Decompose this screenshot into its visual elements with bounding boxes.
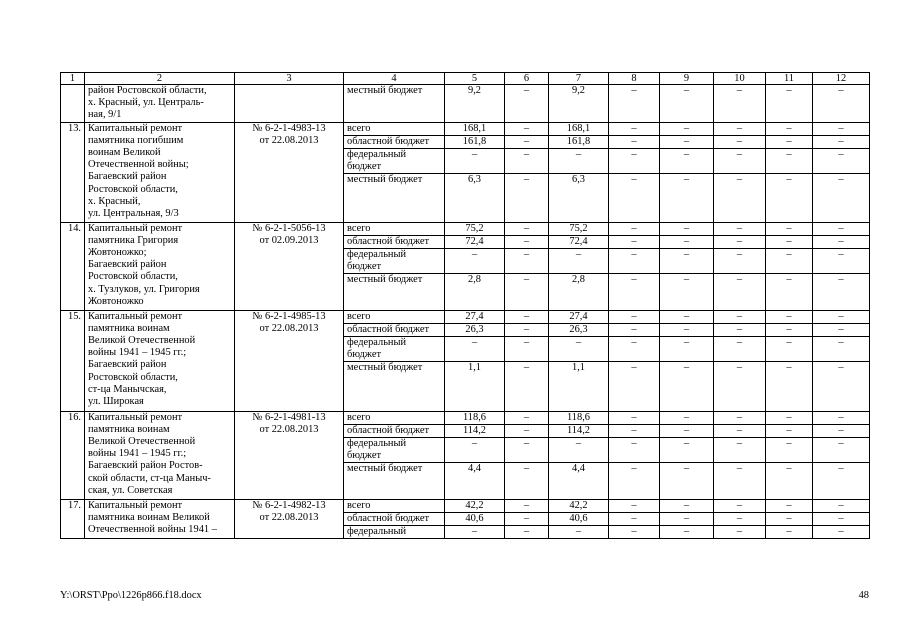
amount-cell: – xyxy=(813,525,870,538)
footer-file-path: Y:\ORST\Ppo\1226p866.f18.docx xyxy=(60,590,202,601)
amount-cell: 9,2 xyxy=(549,85,609,123)
amount-cell: – xyxy=(505,273,549,310)
amount-cell: – xyxy=(549,148,609,173)
amount-cell: – xyxy=(609,148,660,173)
amount-cell: – xyxy=(714,424,766,437)
funding-source-line: местный бюджет xyxy=(347,85,423,96)
amount-cell: – xyxy=(660,361,714,411)
header-cell: 7 xyxy=(549,73,609,85)
object-name-line: Отечественной войны; xyxy=(88,159,189,171)
document-line: от 22.08.2013 xyxy=(259,423,319,435)
document-number xyxy=(235,310,344,411)
funding-source xyxy=(344,135,445,148)
header-cell: 11 xyxy=(766,73,813,85)
amount-cell: – xyxy=(505,462,549,499)
object-name-line: Капитальный ремонт xyxy=(88,411,183,423)
amount-cell: 161,8 xyxy=(549,135,609,148)
amount-cell: 118,6 xyxy=(445,411,505,424)
funding-source-line: всего xyxy=(347,310,371,322)
object-name-line: памятника Григория xyxy=(88,234,179,246)
amount-cell: – xyxy=(660,222,714,235)
amount-cell: – xyxy=(813,361,870,411)
amount-cell: – xyxy=(813,323,870,336)
amount-cell: – xyxy=(813,462,870,499)
amount-cell: – xyxy=(660,462,714,499)
amount-cell: – xyxy=(813,235,870,248)
object-name-line: Багаевский район xyxy=(88,171,167,183)
item-number: 16. xyxy=(61,411,85,499)
amount-cell: 9,2 xyxy=(445,85,505,123)
amount-cell: – xyxy=(660,424,714,437)
funding-source xyxy=(344,361,445,411)
object-name-line: х. Красный, ул. Централь- xyxy=(88,97,204,109)
amount-cell: – xyxy=(714,336,766,361)
budget-table xyxy=(60,72,870,539)
item-number: 13. xyxy=(61,122,85,222)
amount-cell: – xyxy=(660,499,714,512)
funding-source-line: областной бюджет xyxy=(347,135,430,147)
funding-source xyxy=(344,512,445,525)
object-name-line: Багаевский район Ростов- xyxy=(88,460,203,472)
amount-cell: 42,2 xyxy=(549,499,609,512)
amount-cell: – xyxy=(609,512,660,525)
amount-cell: – xyxy=(609,411,660,424)
amount-cell: – xyxy=(813,273,870,310)
amount-cell: – xyxy=(766,85,813,123)
document-line: от 22.08.2013 xyxy=(259,511,319,523)
object-name-line: ст-ца Манычская, xyxy=(88,383,167,395)
funding-source-line: федеральный xyxy=(347,336,407,348)
document-line: № 6-2-1-4982-13 xyxy=(252,499,326,511)
header-cell: 4 xyxy=(344,73,445,85)
amount-cell: – xyxy=(660,310,714,323)
amount-cell: – xyxy=(714,273,766,310)
document-line: № 6-2-1-4981-13 xyxy=(252,411,326,423)
object-name-line: Ростовской области, xyxy=(88,183,178,195)
amount-cell: – xyxy=(505,85,549,123)
amount-cell: – xyxy=(813,122,870,135)
amount-cell: – xyxy=(766,310,813,323)
amount-cell: – xyxy=(609,273,660,310)
amount-cell: – xyxy=(714,222,766,235)
funding-source-line: областной бюджет xyxy=(347,512,430,524)
amount-cell: – xyxy=(766,499,813,512)
funding-source-line: бюджет xyxy=(347,348,382,360)
object-name-line: войны 1941 – 1945 гг.; xyxy=(88,347,187,359)
object-name-line: х. Тузлуков, ул. Григория xyxy=(88,283,200,295)
table-body xyxy=(61,73,870,539)
amount-cell: – xyxy=(660,148,714,173)
object-name-line: ской области, ст-ца Маныч- xyxy=(88,472,211,484)
object-name-line: памятника воинам Великой xyxy=(88,511,210,523)
amount-cell: – xyxy=(766,361,813,411)
object-name-line: ул. Центральная, 9/3 xyxy=(88,208,179,220)
amount-cell: 42,2 xyxy=(445,499,505,512)
amount-cell: – xyxy=(609,222,660,235)
amount-cell: – xyxy=(714,499,766,512)
amount-cell: – xyxy=(445,525,505,538)
object-name-line: воинам Великой xyxy=(88,147,161,159)
header-cell: 8 xyxy=(609,73,660,85)
amount-cell: – xyxy=(714,235,766,248)
document-number xyxy=(235,499,344,538)
amount-cell: – xyxy=(813,424,870,437)
funding-source xyxy=(344,173,445,222)
amount-cell: – xyxy=(766,336,813,361)
amount-cell: – xyxy=(445,336,505,361)
item-number: 17. xyxy=(61,499,85,538)
funding-source xyxy=(344,235,445,248)
amount-cell: – xyxy=(714,248,766,273)
amount-cell: – xyxy=(813,148,870,173)
amount-cell: 161,8 xyxy=(445,135,505,148)
amount-cell: – xyxy=(505,122,549,135)
funding-source xyxy=(344,122,445,135)
amount-cell: – xyxy=(609,235,660,248)
amount-cell: – xyxy=(766,135,813,148)
amount-cell: 114,2 xyxy=(549,424,609,437)
amount-cell: – xyxy=(714,361,766,411)
amount-cell: – xyxy=(505,361,549,411)
table-row xyxy=(61,122,870,135)
funding-source xyxy=(344,222,445,235)
item-number: 14. xyxy=(61,222,85,310)
amount-cell: 4,4 xyxy=(549,462,609,499)
object-name-line: Капитальный ремонт xyxy=(88,222,183,234)
object-name-line: Отечественной войны 1941 – xyxy=(88,524,217,536)
funding-source xyxy=(344,411,445,424)
amount-cell: – xyxy=(714,122,766,135)
footer-page-number: 48 xyxy=(858,590,869,601)
document-line: № 6-2-1-4983-13 xyxy=(252,122,326,134)
funding-source-line: всего xyxy=(347,122,371,134)
amount-cell: 40,6 xyxy=(549,512,609,525)
amount-cell: – xyxy=(660,173,714,222)
amount-cell: – xyxy=(813,310,870,323)
amount-cell: – xyxy=(660,512,714,525)
funding-source xyxy=(344,525,445,538)
amount-cell: – xyxy=(505,512,549,525)
object-name-line: Жовтоножко xyxy=(88,295,144,307)
header-cell: 12 xyxy=(813,73,870,85)
amount-cell: – xyxy=(609,424,660,437)
document-line: № 6-2-1-5056-13 xyxy=(252,222,326,234)
header-cell: 10 xyxy=(714,73,766,85)
object-name-line: Жовтоножко; xyxy=(88,247,147,259)
amount-cell: – xyxy=(714,148,766,173)
header-cell: 5 xyxy=(445,73,505,85)
amount-cell: 2,8 xyxy=(549,273,609,310)
header-cell: 2 xyxy=(85,73,235,85)
object-name xyxy=(85,310,235,411)
amount-cell: – xyxy=(549,248,609,273)
amount-cell: – xyxy=(813,512,870,525)
amount-cell: – xyxy=(505,499,549,512)
document-number xyxy=(235,222,344,310)
object-name-line: ская, ул. Советская xyxy=(88,484,173,496)
object-name xyxy=(85,85,235,123)
amount-cell: – xyxy=(660,437,714,462)
object-name-line: памятника погибшим xyxy=(88,134,184,146)
amount-cell: 168,1 xyxy=(549,122,609,135)
amount-cell: – xyxy=(505,235,549,248)
header-cell: 6 xyxy=(505,73,549,85)
document-line: от 02.09.2013 xyxy=(259,234,319,246)
amount-cell: – xyxy=(813,135,870,148)
amount-cell: – xyxy=(813,173,870,222)
amount-cell: – xyxy=(813,248,870,273)
amount-cell: – xyxy=(609,310,660,323)
object-name-line: район Ростовской области, xyxy=(88,85,207,96)
amount-cell: 1,1 xyxy=(549,361,609,411)
object-name-line: Ростовской области, xyxy=(88,371,178,383)
funding-source xyxy=(344,336,445,361)
object-name-line: Багаевский район xyxy=(88,259,167,271)
object-name-line: ная, 9/1 xyxy=(88,109,122,121)
funding-source xyxy=(344,248,445,273)
amount-cell: – xyxy=(766,235,813,248)
amount-cell: – xyxy=(766,525,813,538)
amount-cell: – xyxy=(609,525,660,538)
amount-cell: 40,6 xyxy=(445,512,505,525)
amount-cell: – xyxy=(813,222,870,235)
amount-cell: – xyxy=(609,173,660,222)
amount-cell: – xyxy=(505,173,549,222)
funding-source-line: областной бюджет xyxy=(347,323,430,335)
amount-cell: 75,2 xyxy=(445,222,505,235)
amount-cell: – xyxy=(505,336,549,361)
amount-cell: 27,4 xyxy=(549,310,609,323)
funding-source xyxy=(344,85,445,123)
amount-cell: – xyxy=(714,411,766,424)
amount-cell: – xyxy=(660,323,714,336)
amount-cell: – xyxy=(609,462,660,499)
amount-cell: – xyxy=(766,148,813,173)
amount-cell: – xyxy=(505,148,549,173)
funding-source-line: федеральный xyxy=(347,437,407,449)
funding-source xyxy=(344,310,445,323)
header-cell: 9 xyxy=(660,73,714,85)
funding-source-line: бюджет xyxy=(347,260,382,272)
amount-cell: – xyxy=(714,512,766,525)
amount-cell: – xyxy=(813,411,870,424)
amount-cell: – xyxy=(609,437,660,462)
amount-cell: – xyxy=(813,336,870,361)
funding-source xyxy=(344,273,445,310)
amount-cell: – xyxy=(766,173,813,222)
amount-cell: – xyxy=(505,248,549,273)
amount-cell: – xyxy=(660,248,714,273)
amount-cell: – xyxy=(766,512,813,525)
amount-cell: – xyxy=(660,525,714,538)
object-name-line: Ростовской области, xyxy=(88,271,178,283)
funding-source-line: федеральный xyxy=(347,148,407,160)
header-cell: 3 xyxy=(235,73,344,85)
amount-cell: – xyxy=(766,411,813,424)
object-name xyxy=(85,222,235,310)
table-row xyxy=(61,411,870,424)
amount-cell: – xyxy=(660,235,714,248)
object-name-line: Великой Отечественной xyxy=(88,436,196,448)
amount-cell: – xyxy=(445,148,505,173)
amount-cell: – xyxy=(714,173,766,222)
amount-cell: – xyxy=(714,437,766,462)
funding-source-line: областной бюджет xyxy=(347,235,430,247)
funding-source xyxy=(344,424,445,437)
document-number xyxy=(235,85,344,123)
amount-cell: 6,3 xyxy=(445,173,505,222)
amount-cell: – xyxy=(813,85,870,123)
amount-cell: – xyxy=(505,323,549,336)
amount-cell: – xyxy=(766,248,813,273)
amount-cell: – xyxy=(505,411,549,424)
amount-cell: 6,3 xyxy=(549,173,609,222)
amount-cell: 168,1 xyxy=(445,122,505,135)
funding-source-line: местный бюджет xyxy=(347,273,423,285)
amount-cell: – xyxy=(766,437,813,462)
amount-cell: 4,4 xyxy=(445,462,505,499)
amount-cell: – xyxy=(609,361,660,411)
funding-source-line: федеральный xyxy=(347,248,407,260)
funding-source-line: всего xyxy=(347,222,371,234)
amount-cell: – xyxy=(766,222,813,235)
amount-cell: – xyxy=(609,248,660,273)
amount-cell: 72,4 xyxy=(549,235,609,248)
amount-cell: – xyxy=(714,323,766,336)
funding-source-line: местный бюджет xyxy=(347,361,423,373)
object-name-line: Багаевский район xyxy=(88,359,167,371)
amount-cell: – xyxy=(714,135,766,148)
amount-cell: – xyxy=(766,424,813,437)
item-number xyxy=(61,85,85,123)
object-name-line: Капитальный ремонт xyxy=(88,310,183,322)
funding-source xyxy=(344,437,445,462)
amount-cell: – xyxy=(505,437,549,462)
funding-source xyxy=(344,148,445,173)
amount-cell: – xyxy=(505,222,549,235)
amount-cell: 72,4 xyxy=(445,235,505,248)
funding-source-line: бюджет xyxy=(347,160,382,172)
amount-cell: – xyxy=(660,135,714,148)
object-name-line: памятника воинам xyxy=(88,322,170,334)
document-line: № 6-2-1-4985-13 xyxy=(252,310,326,322)
funding-source-line: всего xyxy=(347,411,371,423)
funding-source-line: федеральный xyxy=(347,525,407,537)
amount-cell: – xyxy=(505,135,549,148)
amount-cell: – xyxy=(714,462,766,499)
amount-cell: – xyxy=(660,336,714,361)
funding-source-line: областной бюджет xyxy=(347,424,430,436)
document-number xyxy=(235,122,344,222)
amount-cell: 118,6 xyxy=(549,411,609,424)
table-row xyxy=(61,499,870,512)
table-row xyxy=(61,85,870,123)
amount-cell: – xyxy=(714,85,766,123)
amount-cell: – xyxy=(445,248,505,273)
amount-cell: – xyxy=(766,273,813,310)
funding-source-line: бюджет xyxy=(347,449,382,461)
amount-cell: – xyxy=(609,336,660,361)
amount-cell: – xyxy=(813,437,870,462)
funding-source-line: местный бюджет xyxy=(347,173,423,185)
object-name-line: войны 1941 – 1945 гг.; xyxy=(88,448,187,460)
object-name-line: Великой Отечественной xyxy=(88,335,196,347)
object-name-line: Капитальный ремонт xyxy=(88,122,183,134)
amount-cell: – xyxy=(609,85,660,123)
amount-cell: – xyxy=(549,336,609,361)
amount-cell: – xyxy=(714,310,766,323)
funding-source xyxy=(344,462,445,499)
funding-source-line: всего xyxy=(347,499,371,511)
amount-cell: – xyxy=(660,273,714,310)
amount-cell: – xyxy=(609,135,660,148)
amount-cell: 27,4 xyxy=(445,310,505,323)
amount-cell: 114,2 xyxy=(445,424,505,437)
amount-cell: – xyxy=(660,411,714,424)
amount-cell: 1,1 xyxy=(445,361,505,411)
amount-cell: – xyxy=(609,499,660,512)
amount-cell: 75,2 xyxy=(549,222,609,235)
document-line: от 22.08.2013 xyxy=(259,134,319,146)
table-row xyxy=(61,310,870,323)
header-cell: 1 xyxy=(61,73,85,85)
amount-cell: – xyxy=(813,499,870,512)
header-row xyxy=(61,73,870,85)
table-row xyxy=(61,222,870,235)
amount-cell: – xyxy=(445,437,505,462)
amount-cell: – xyxy=(505,310,549,323)
amount-cell: – xyxy=(505,424,549,437)
item-number: 15. xyxy=(61,310,85,411)
object-name-line: х. Красный, xyxy=(88,195,141,207)
amount-cell: – xyxy=(714,525,766,538)
funding-source-line: местный бюджет xyxy=(347,462,423,474)
document-line: от 22.08.2013 xyxy=(259,322,319,334)
document-number xyxy=(235,411,344,499)
funding-source xyxy=(344,499,445,512)
object-name-line: Капитальный ремонт xyxy=(88,499,183,511)
amount-cell: – xyxy=(505,525,549,538)
amount-cell: 26,3 xyxy=(445,323,505,336)
object-name xyxy=(85,499,235,538)
amount-cell: – xyxy=(609,122,660,135)
object-name xyxy=(85,122,235,222)
amount-cell: – xyxy=(766,122,813,135)
amount-cell: 26,3 xyxy=(549,323,609,336)
amount-cell: 2,8 xyxy=(445,273,505,310)
object-name-line: памятника воинам xyxy=(88,423,170,435)
amount-cell: – xyxy=(766,462,813,499)
amount-cell: – xyxy=(609,323,660,336)
object-name-line: ул. Широкая xyxy=(88,396,144,408)
amount-cell: – xyxy=(549,437,609,462)
amount-cell: – xyxy=(766,323,813,336)
amount-cell: – xyxy=(660,122,714,135)
amount-cell: – xyxy=(549,525,609,538)
amount-cell: – xyxy=(660,85,714,123)
funding-source xyxy=(344,323,445,336)
object-name xyxy=(85,411,235,499)
